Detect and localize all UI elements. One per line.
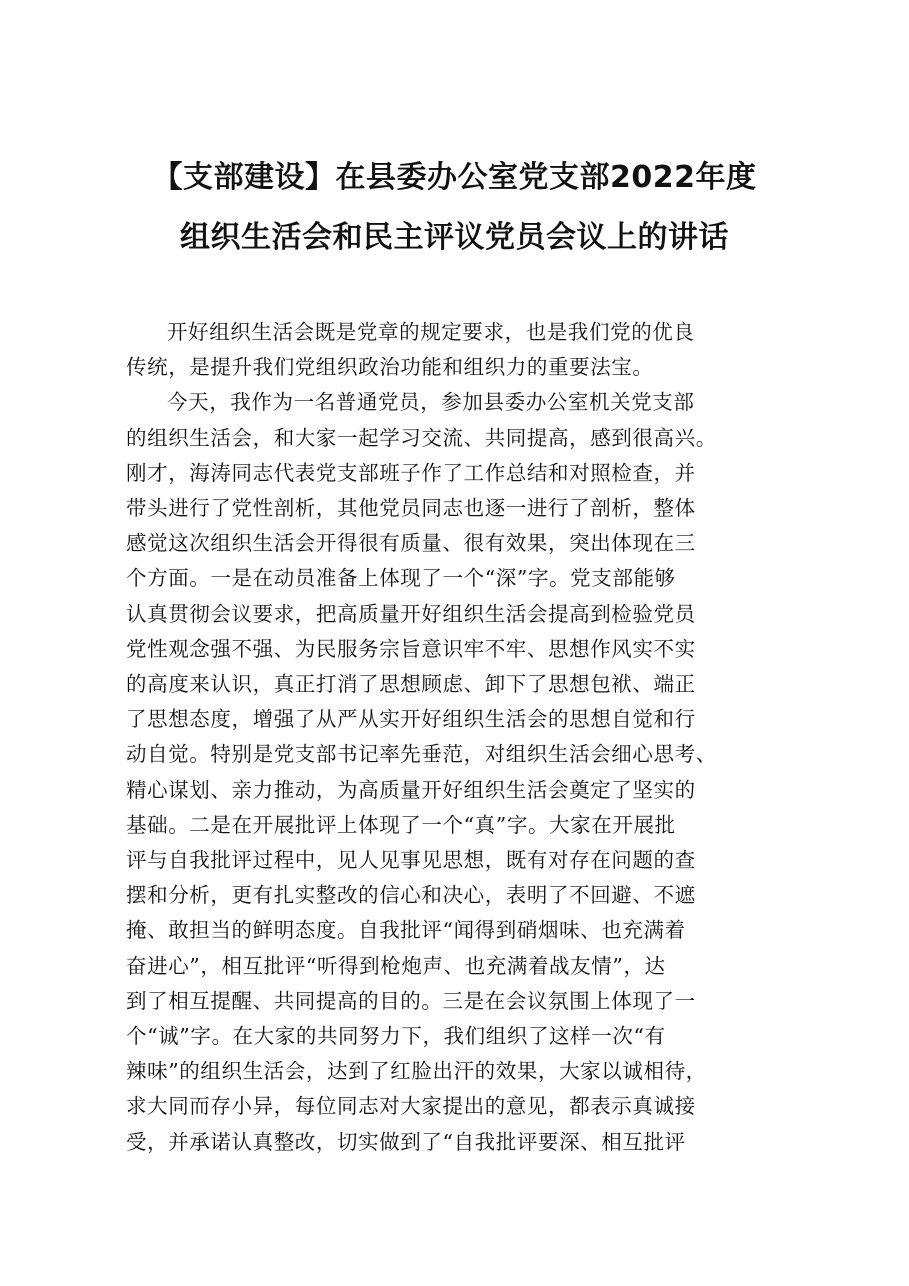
paragraph-2 (126, 385, 796, 1159)
text-line: 开好组织生活会既是党章的规定要求，也是我们党的优良 (167, 320, 695, 344)
text-line: 今天，我作为一名普通党员，参加县委办公室机关党支部 (167, 390, 695, 415)
text-line: 到了相互提醒、共同提高的目的。三是在会议氛围上体现了一 (126, 988, 696, 1013)
text-line: 评与自我批评过程中，见人见事见思想，既有对存在问题的查 (126, 848, 696, 873)
text-line: 奋进心”，相互批评“听得到枪炮声、也充满着战友情”，达 (126, 953, 666, 978)
text-line: 的组织生活会，和大家一起学习交流、共同提高，感到很高兴。 (126, 425, 717, 450)
text-line: 传统，是提升我们党组织政治功能和组织力的重要法宝。 (126, 355, 654, 380)
document-body (126, 315, 796, 1160)
text-line: 带头进行了党性剖析，其他党员同志也逐一进行了剖析，整体 (126, 496, 696, 521)
text-line: 的高度来认识，真正打消了思想顾虑、卸下了思想包袱、端正 (126, 672, 696, 697)
text-line: 摆和分析，更有扎实整改的信心和决心，表明了不回避、不遮 (126, 883, 696, 908)
text-line: 刚才，海涛同志代表党支部班子作了工作总结和对照检查，并 (126, 460, 696, 485)
text-line: 动自觉。特别是党支部书记率先垂范，对组织生活会细心思考、 (126, 742, 717, 767)
text-line: 党性观念强不强、为民服务宗旨意识牢不牢、思想作风实不实 (126, 636, 696, 661)
document-title (100, 148, 809, 268)
text-line: 认真贯彻会议要求，把高质量开好组织生活会提高到检验党员 (126, 601, 696, 626)
text-line: 了思想态度，增强了从严从实开好组织生活会的思想自觉和行 (126, 707, 696, 732)
text-line: 辣味”的组织生活会，达到了红脸出汗的效果，大家以诚相待， (126, 1059, 707, 1084)
text-line: 受，并承诺认真整改，切实做到了“自我批评要深、相互批评 (126, 1129, 686, 1154)
text-line: 精心谋划、亲力推动，为高质量开好组织生活会奠定了坚实的 (126, 777, 696, 802)
text-line: 基础。二是在开展批评上体现了一个“真”字。大家在开展批 (126, 812, 676, 837)
text-line: 求大同而存小异，每位同志对大家提出的意见，都表示真诚接 (126, 1094, 696, 1119)
text-line: 个“诚”字。在大家的共同努力下，我们组织了这样一次“有 (126, 1024, 666, 1049)
text-line: 感觉这次组织生活会开得很有质量、很有效果，突出体现在三 (126, 531, 696, 556)
text-line: 个方面。一是在动员准备上体现了一个“深”字。党支部能够 (126, 566, 676, 591)
title-line-1: 【支部建设】在县委办公室党支部2022年度 (152, 160, 757, 195)
paragraph-1 (126, 315, 796, 385)
text-line: 掩、敢担当的鲜明态度。自我批评“闻得到硝烟味、也充满着 (126, 918, 686, 943)
title-line-2: 组织生活会和民主评议党员会议上的讲话 (180, 220, 729, 255)
